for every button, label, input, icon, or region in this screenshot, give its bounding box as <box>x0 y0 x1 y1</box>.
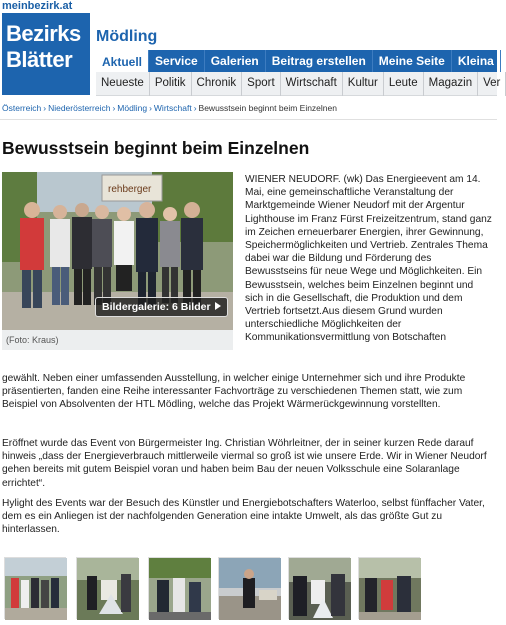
subnav-magazin[interactable]: Magazin <box>424 72 478 96</box>
region-title[interactable]: Mödling <box>96 28 158 45</box>
breadcrumb-oesterreich[interactable]: Österreich <box>2 103 42 113</box>
gallery-thumbnail-3[interactable] <box>148 557 210 619</box>
gallery-thumbnails <box>4 557 496 619</box>
breadcrumb-wirtschaft[interactable]: Wirtschaft <box>153 103 192 113</box>
breadcrumb-separator-icon: › <box>193 103 197 113</box>
gallery-button[interactable] <box>95 297 228 317</box>
tab-beitrag-erstellen[interactable]: Beitrag erstellen <box>266 50 373 72</box>
logo-line-2: Blätter <box>6 47 73 72</box>
tab-meine-seite[interactable]: Meine Seite <box>373 50 452 72</box>
article-paragraph-3: Hylight des Events war der Besuch des Künstler und Energiebotschafters Waterloo, selbst fünffacher Vater, dem es ein Anliegen ist der nachfolgenden Generation eine intakte Umwelt, als das größte Gut zu hinterlassen. <box>2 498 485 536</box>
tab-aktuell[interactable]: Aktuell <box>96 50 149 72</box>
gallery-button-label: Bildergalerie: 6 Bilder <box>102 301 211 313</box>
breadcrumb-niederoesterreich[interactable]: Niederösterreich <box>48 103 111 113</box>
tab-service[interactable]: Service <box>149 50 205 72</box>
breadcrumb-current: Bewusstsein beginnt beim Einzelnen <box>198 103 337 113</box>
breadcrumb <box>2 103 337 113</box>
subnav-neueste[interactable]: Neueste <box>96 72 150 96</box>
header-divider <box>0 119 497 120</box>
tab-kleinanzeigen[interactable]: Kleina <box>452 50 501 72</box>
article-paragraph-1: WIENER NEUDORF. (wk) Das Energieevent am 14. Mai, eine gemeinschaftliche Veranstaltung der Marktgemeinde Wiener Neudorf mit der Argentur Lighthouse im Franz Fürst Freizeitzentrum, stand ganz im Zeichen erneuerbarer Energien, ihrer Gewinnung, Speichermöglichkeiten und Vertrieb. Zentrales Thema dabei war die Bildung und Förderung des Bewusstseins für neue Wege und Möglichkeiten. Ein Bewusstsein, welches beim Einzelnen beginnt und sich in die Gesellschaft, die Produktion und dem Vertrieb fortsetzt.Aus diesem Grund wurden unterschiedliche Möglichkeiten der Kommunikationsvermittlung von Botschaften <box>245 174 492 344</box>
subnav-kultur[interactable]: Kultur <box>343 72 384 96</box>
breadcrumb-separator-icon: › <box>43 103 47 113</box>
article-title: Bewusstsein beginnt beim Einzelnen <box>2 138 310 158</box>
subnav-chronik[interactable]: Chronik <box>192 72 243 96</box>
breadcrumb-separator-icon: › <box>112 103 116 113</box>
article-paragraph-1-continued: gewählt. Neben einer umfassenden Ausstellung, in welcher einige Unternehmer sich und ihre Produkte präsentierten, fanden eine Reihe interessanter Fachvorträge zu verschiedenen Themen statt, wie zum Beispiel von Absolventen der HTL Mödling, welche das Projekt Wärmerückgewinnung vorstellten. <box>2 373 466 411</box>
subnav-sport[interactable]: Sport <box>242 72 281 96</box>
breadcrumb-separator-icon: › <box>149 103 152 113</box>
subnav-leute[interactable]: Leute <box>384 72 424 96</box>
play-arrow-icon <box>215 302 221 310</box>
tab-galerien[interactable]: Galerien <box>205 50 266 72</box>
site-link[interactable]: meinbezirk.at <box>2 0 73 12</box>
photo-sign-text: rehberger <box>108 184 152 195</box>
subnav-wirtschaft[interactable]: Wirtschaft <box>281 72 343 96</box>
logo-line-1: Bezirks <box>6 21 81 46</box>
gallery-thumbnail-2[interactable] <box>76 557 138 619</box>
breadcrumb-moedling[interactable]: Mödling <box>117 103 148 113</box>
gallery-thumbnail-4[interactable] <box>218 557 280 619</box>
article-paragraph-2: Eröffnet wurde das Event von Bürgermeister Ing. Christian Wöhrleitner, der in seiner kurzen Rede darauf hinweis „dass der Energieverbrauch mittlerweile viermal so groß ist wie unsere Erde. Wir in Wiener Neudorf gehen bereits mit gutem Beispiel voran und haben beim Bau der neuen Volksschule eine Solaranlage errichtet“. <box>2 438 487 489</box>
subnav-politik[interactable]: Politik <box>150 72 192 96</box>
bezirksblaetter-logo[interactable] <box>2 13 90 95</box>
gallery-thumbnail-5[interactable] <box>288 557 350 619</box>
gallery-thumbnail-6[interactable] <box>358 557 420 619</box>
article-photo[interactable] <box>2 172 233 330</box>
sub-navigation <box>96 72 501 96</box>
photo-caption: (Foto: Kraus) <box>2 330 233 350</box>
main-navigation <box>96 50 497 72</box>
subnav-veranstaltungen[interactable]: Ver <box>478 72 506 96</box>
gallery-thumbnail-1[interactable] <box>4 557 66 619</box>
